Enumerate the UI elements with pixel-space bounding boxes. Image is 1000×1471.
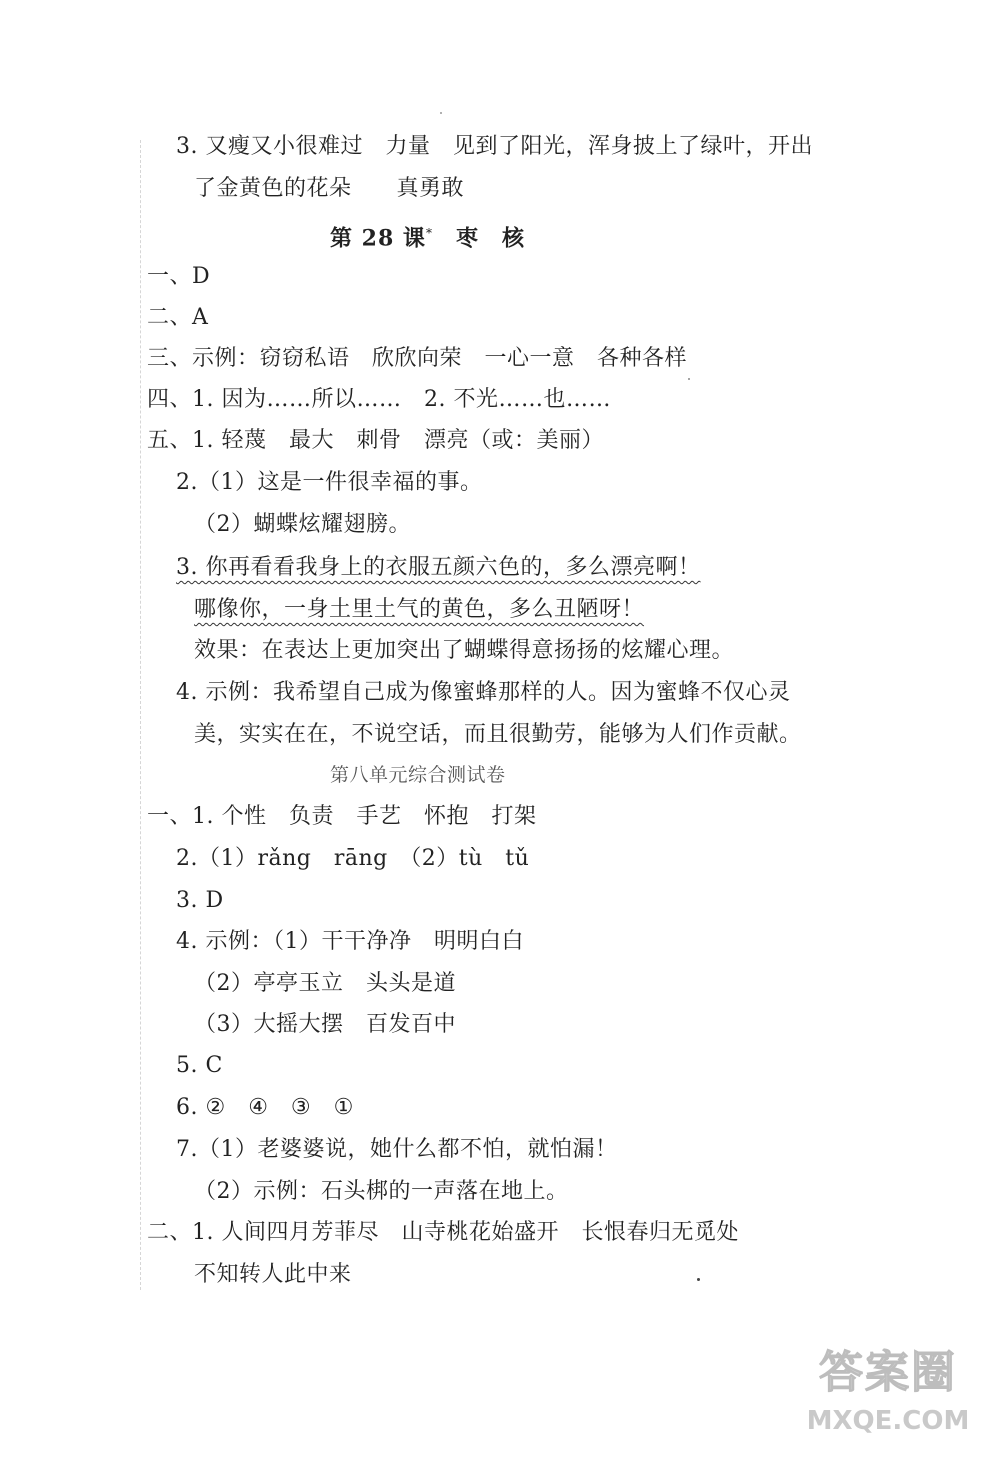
answer-line: （2）蝴蝶炫耀翅膀。 bbox=[194, 512, 411, 537]
answer-line: 不知转人此中来 bbox=[194, 1262, 352, 1287]
lesson-number: 第 28 课 bbox=[330, 225, 426, 252]
answer-line: 二、1. 人间四月芳菲尽 山寺桃花始盛开 长恨春归无觅处 bbox=[147, 1220, 739, 1245]
scan-speck bbox=[440, 112, 442, 114]
answer-line: 了金黄色的花朵 真勇敢 bbox=[194, 176, 465, 201]
answer-line: 5. C bbox=[176, 1053, 223, 1078]
answer-line: 2.（1）rǎng rāng （2）tù tǔ bbox=[176, 846, 530, 871]
answer-line-underlined: 哪像你，一身土里土气的黄色，多么丑陋呀！ bbox=[194, 597, 645, 622]
answer-line: 7.（1）老婆婆说，她什么都不怕，就怕漏！ bbox=[176, 1137, 618, 1162]
unit-test-heading: 第八单元综合测试卷 bbox=[330, 764, 506, 786]
answer-line: （2）亭亭玉立 头头是道 bbox=[194, 971, 456, 996]
answer-line: 6. ② ④ ③ ① bbox=[176, 1095, 354, 1120]
lesson-title: 枣 核 bbox=[432, 225, 525, 252]
answer-line: 四、1. 因为……所以…… 2. 不光……也…… bbox=[147, 387, 611, 412]
answer-line: 二、A bbox=[147, 305, 209, 330]
answer-line: 3. 又瘦又小很难过 力量 见到了阳光，浑身披上了绿叶，开出 bbox=[176, 134, 813, 159]
answer-line: 3. D bbox=[176, 888, 224, 913]
scan-speck bbox=[697, 1278, 700, 1281]
answer-line: （3）大摇大摆 百发百中 bbox=[194, 1012, 456, 1037]
answer-line: 美，实实在在，不说空话，而且很勤劳，能够为人们作贡献。 bbox=[194, 722, 802, 747]
answer-line: 4. 示例：我希望自己成为像蜜蜂那样的人。因为蜜蜂不仅心灵 bbox=[176, 680, 791, 705]
answer-line: 4. 示例：（1）干干净净 明明白白 bbox=[176, 929, 524, 954]
answer-line: 2.（1）这是一件很幸福的事。 bbox=[176, 470, 483, 495]
answer-line: 三、示例：窃窃私语 欣欣向荣 一心一意 各种各样 bbox=[147, 346, 688, 371]
answer-line: （2）示例：石头梆的一声落在地上。 bbox=[194, 1179, 569, 1204]
answer-line: 五、1. 轻蔑 最大 刺骨 漂亮（或：美丽） bbox=[147, 428, 604, 453]
watermark-logo-text: 答案圈 bbox=[819, 1347, 957, 1398]
lesson-heading bbox=[330, 218, 525, 253]
watermark-logo bbox=[788, 1343, 988, 1463]
answer-line: 一、1. 个性 负责 手艺 怀抱 打架 bbox=[147, 804, 537, 829]
answer-line: 效果：在表达上更加突出了蝴蝶得意扬扬的炫耀心理。 bbox=[194, 638, 735, 663]
margin-rule bbox=[140, 140, 141, 1290]
answer-line-underlined: 3. 你再看看我身上的衣服五颜六色的，多么漂亮啊！ bbox=[176, 555, 701, 580]
scan-speck bbox=[688, 378, 690, 380]
answer-line: 一、D bbox=[147, 264, 211, 289]
lesson-mark: * bbox=[425, 226, 433, 240]
watermark-url: MXQE.COM bbox=[806, 1406, 970, 1436]
